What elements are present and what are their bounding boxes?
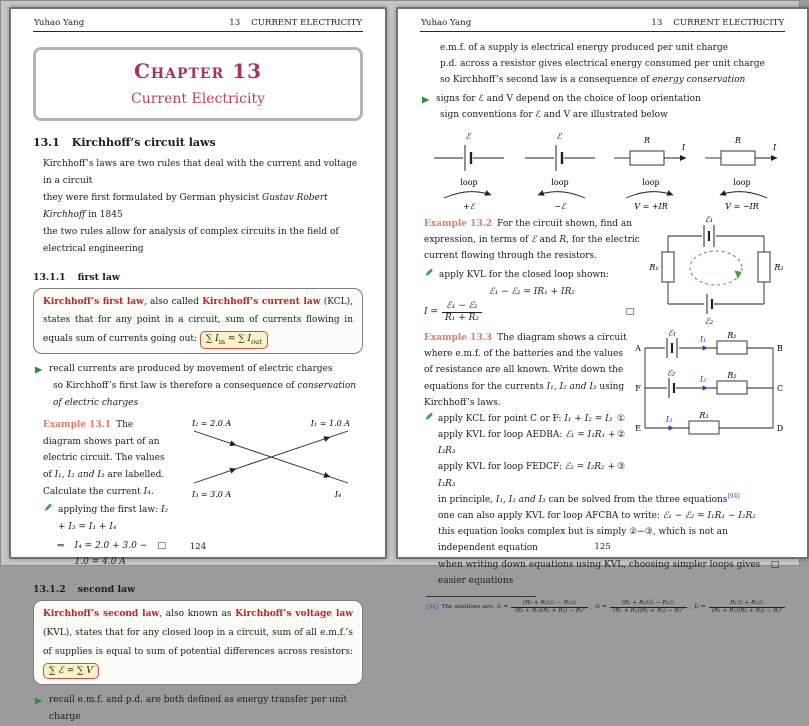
resistor-r1 <box>717 341 747 354</box>
example-text-column <box>424 330 627 492</box>
body-text: when writing down equations using KVL, choosing simpler loops gives easier equations <box>438 559 761 586</box>
subsection-number: 13.1.2 <box>33 583 66 595</box>
sign-caption: V = −IR <box>725 201 759 211</box>
person-name-italic: Gustav Robert Kirchhoff <box>43 193 328 221</box>
current-i1-label: I₁ <box>699 334 707 344</box>
subsection-heading <box>33 272 363 283</box>
math-inline: ℰ₁ = I₁R₁ + I₃R₃ <box>438 430 616 457</box>
bullet-text: signs for ℰ and V depend on the choice of loop orientation <box>436 93 701 104</box>
r1-label: R₁ <box>649 262 659 272</box>
loop-label: loop <box>551 177 569 187</box>
sign-caption: −ℰ <box>554 201 566 211</box>
node-e-label: E <box>635 423 642 433</box>
header-chapter-number: 13 <box>651 18 663 28</box>
node-f-label: F <box>635 383 641 393</box>
r3-label: R₃ <box>699 410 709 420</box>
footnote-rule <box>426 596 536 597</box>
example-text: are labelled. Calculate the current <box>43 470 165 497</box>
solution-line <box>43 502 172 535</box>
current-label-i3: I₃ = 3.0 A <box>192 490 232 500</box>
pencil-icon <box>424 267 434 277</box>
header-chapter-name: CURRENT ELECTRICITY <box>251 18 362 28</box>
resistor-label: R <box>735 135 742 145</box>
sign-diagram-emf-positive <box>428 128 510 210</box>
emf1-label: ℰ₁ <box>668 328 677 338</box>
loop-arrow-right <box>626 192 673 198</box>
page-number: 124 <box>189 542 207 552</box>
bullet-continuation <box>53 378 363 411</box>
header-chapter <box>229 18 362 28</box>
law-text: , also called <box>143 296 203 307</box>
paragraph-text: the two rules allow for analysis of complex circuits in the field of electrical engineering <box>43 227 339 255</box>
equation-number-3: ③ <box>617 462 626 473</box>
page-header <box>420 17 785 32</box>
r1-label: R₁ <box>727 330 737 340</box>
footnote <box>426 600 785 615</box>
example-text: using Kirchhoff’s laws. <box>424 381 625 408</box>
bullet-line <box>35 692 363 725</box>
sign-caption: +ℰ <box>463 201 475 211</box>
math-inline: ℰ₂ = I₂R₂ + I₃R₃ <box>438 462 616 489</box>
law-text: (KCL), states that for any point in a circuit, sum of currents flowing in equals sum of currents going out: <box>43 296 353 345</box>
current-label-i4: I₄ <box>334 490 342 500</box>
example-text: , for the electric current flowing through the resistors. <box>424 235 640 262</box>
example-13-3 <box>424 330 785 492</box>
chapter-number-title: Chapter 13 <box>133 59 263 83</box>
fraction-denominator: (R₁ + R₃)(R₂ + R₃) − R₃² <box>613 607 684 614</box>
body-text: e.m.f. of a supply is electrical energy produced per unit charge <box>440 43 729 53</box>
footnote-i1: I₁ = <box>497 604 509 611</box>
math-inline: ℰ <box>531 235 537 246</box>
fraction-numerator: ℰ₁ − ℰ₂ <box>442 301 482 313</box>
example-13-2 <box>424 216 785 326</box>
law-text: , also known as <box>159 608 236 619</box>
emphasis-italic: conservation of electric charges <box>53 380 357 408</box>
footnote-i2: I₂ = <box>595 604 608 611</box>
resistor-r1 <box>662 252 674 282</box>
law-box-kcl <box>33 288 363 355</box>
discussion-line <box>438 557 785 589</box>
emf2-label: ℰ₂ <box>705 316 714 326</box>
example-text: and <box>536 235 560 246</box>
r2-label: R₂ <box>774 262 784 272</box>
circuit-diagram-13-2 <box>648 216 785 326</box>
equation-line <box>424 301 640 324</box>
separator: , <box>689 604 692 611</box>
bullet-arrow-icon <box>35 366 43 374</box>
solution-text <box>58 502 172 535</box>
body-text: in principle, <box>438 494 496 505</box>
current-i3-arrow <box>669 425 675 430</box>
example-text: The diagram shows a circuit where e.m.f. of the batteries and the values of resistance are all known. Write down the equations for the currents <box>424 332 627 392</box>
fraction-denominator: R₁ + R₂ <box>444 312 479 323</box>
resistor-r2 <box>758 252 770 282</box>
math-inline: I₁, I₂ and I₃ <box>495 494 546 505</box>
example-body <box>424 216 640 265</box>
sign-convention-row <box>428 128 783 210</box>
current-i2-label: I₂ <box>699 374 707 384</box>
footnote-intro: The solutions are: <box>441 604 495 611</box>
math-inline: ℰ₁ − ℰ₂ = I₁R₁ − I₂R₂ <box>662 511 756 521</box>
header-chapter <box>651 18 784 28</box>
math-inline: R <box>559 235 567 246</box>
implies-symbol: ⇒ <box>57 540 65 551</box>
example-text: The diagram shows part of an electric circuit. The values of <box>43 420 165 481</box>
chapter-subtitle: Current Electricity <box>131 91 265 107</box>
node-a-label: A <box>635 343 642 353</box>
subsection-heading <box>33 584 363 595</box>
body-text: sign conventions for ℰ and V are illustrated below <box>440 109 668 120</box>
paragraph-text: in 1845 <box>85 210 123 221</box>
fraction-denominator: (R₁ + R₃)(R₂ + R₃) − R₃² <box>711 607 783 614</box>
equation-number-2: ② <box>617 430 626 441</box>
paragraph <box>43 156 363 190</box>
math-inline: I₄ <box>143 486 151 497</box>
equation-prefix: apply KVL for loop AEDBA: <box>438 430 566 441</box>
fraction <box>511 600 587 615</box>
page-left <box>9 7 387 723</box>
fraction-numerator: (R₂ + R₃)ℰ₁ − R₃ℰ₂ <box>511 600 587 608</box>
loop-arrow-left <box>538 192 585 198</box>
continuation-line <box>440 40 785 56</box>
loop-label: loop <box>460 177 478 187</box>
bullet-line <box>422 91 785 107</box>
bullet-text: recall currents are produced by movement of electric charges <box>49 364 333 375</box>
kvl-equation-line <box>438 459 627 491</box>
math-inline: I₁ + I₂ = I₃ <box>564 413 613 424</box>
current-label-i1: I₁ = 1.0 A <box>310 419 350 429</box>
emphasis-italic: energy conservation <box>652 75 746 86</box>
fraction <box>709 600 785 615</box>
resistor-r3 <box>689 421 719 434</box>
kvl-equation-line <box>438 427 627 459</box>
emf-label: ℰ <box>465 131 471 141</box>
footnote-i3: I₃ = <box>694 604 706 611</box>
bullet-text: recall e.m.f. and p.d. are both defined as energy transfer per unit charge <box>49 695 348 723</box>
bullet-continuation <box>440 107 785 123</box>
resistor-r2 <box>717 381 747 394</box>
emf1-label: ℰ₁ <box>705 214 714 224</box>
node-b-label: B <box>777 343 784 353</box>
continuation-line <box>440 72 785 88</box>
current-i3-label: I₃ <box>665 414 673 424</box>
bullet-arrow-icon <box>422 96 430 104</box>
section-heading <box>33 136 363 149</box>
page-header <box>33 17 363 32</box>
discussion-line <box>438 492 785 508</box>
formula-subscript: in <box>218 338 225 347</box>
qed-box: □ <box>157 540 166 551</box>
node-c-label: C <box>777 383 784 393</box>
example-body <box>43 417 172 500</box>
fraction-numerator: (R₂ + R₃)ℰ₂ − R₃ℰ₁ <box>610 600 686 608</box>
header-author: Yuhao Yang <box>34 18 85 28</box>
sign-caption: V = +IR <box>634 201 668 211</box>
kvl-loop-ellipse <box>690 251 742 285</box>
equation-text <box>438 427 617 459</box>
header-author: Yuhao Yang <box>421 18 472 28</box>
fraction <box>610 600 686 615</box>
equation-number-1: ① <box>617 413 626 424</box>
current-i1-arrow <box>703 345 709 350</box>
section-title: Kirchhoff’s circuit laws <box>71 136 216 149</box>
discussion-line <box>438 508 785 524</box>
pencil-icon <box>424 411 434 421</box>
equation-prefix: apply KVL for loop FEDCF: <box>438 462 565 473</box>
law-box-kvl <box>33 600 363 686</box>
r2-label: R₂ <box>727 370 737 380</box>
formula-subscript: out <box>251 338 262 347</box>
formula-chip-kvl: ∑ ℰ = ∑ V <box>43 663 99 679</box>
math-inline: I₁, I₂ and I₃ <box>54 470 105 481</box>
law-name: Kirchhoff’s voltage law <box>235 608 353 619</box>
body-text: p.d. across a resistor gives electrical energy consumed per unit charge <box>440 59 765 70</box>
bullet-line <box>35 361 363 378</box>
current-label: I <box>773 142 777 152</box>
math-inline: I₂ + I₃ = I₁ + I₄ <box>58 505 169 532</box>
sign-diagram-v-positive <box>610 128 692 210</box>
loop-label: loop <box>642 177 660 187</box>
equation-lhs: I = <box>424 307 438 318</box>
body-text: so Kirchhoff’s second law is a consequence of <box>440 75 653 86</box>
subsection-title: first law <box>77 271 120 283</box>
loop-label: loop <box>733 177 751 187</box>
junction-currents-diagram <box>178 417 363 499</box>
formula-text: = ∑ I <box>225 334 252 345</box>
paragraph <box>43 190 363 224</box>
paragraph-text: they were first formulated by German physicist <box>43 193 263 204</box>
qed-box: □ <box>770 559 780 570</box>
circuit-diagram-13-3 <box>633 330 785 444</box>
footnote-marker: [94] <box>426 603 439 611</box>
resistor-label: R <box>644 135 651 145</box>
subsection-title: second law <box>77 583 136 595</box>
bullet-arrow-icon <box>35 697 43 705</box>
emf2-label: ℰ₂ <box>667 368 676 378</box>
example-text: . <box>150 486 154 497</box>
example-body <box>424 330 627 411</box>
current-i2-arrow <box>703 385 709 390</box>
equation-text <box>438 459 617 491</box>
current-label: I <box>682 142 686 152</box>
example-label: Example 13.3 <box>424 332 493 343</box>
paragraph-text: Kirchhoff’s laws are two rules that deal with the current and voltage in a circuit <box>43 159 358 187</box>
continuation-line <box>440 56 785 72</box>
paragraph <box>43 224 363 258</box>
emf-label: ℰ <box>556 131 562 141</box>
node-d-label: D <box>776 423 784 433</box>
formula-chip-kcl <box>200 331 268 348</box>
example-label: Example 13.2 <box>424 218 493 229</box>
loop-arrow-left <box>720 192 767 198</box>
law-text: (KVL), states that for any closed loop in a circuit, sum of all e.m.f.’s of supplies is equal to sum of potential differences across resistors: <box>43 627 353 657</box>
example-label: Example 13.1 <box>43 420 112 431</box>
chapter-title-box <box>33 47 363 121</box>
body-text: can be solved from the three equations <box>545 494 728 505</box>
page-right <box>396 7 809 614</box>
body-text: one can also apply KVL for loop AFCBA to write: <box>438 511 663 521</box>
body-text: this equation looks complex but is simply ②−③, which is not an independent equation <box>438 527 728 554</box>
solution-prefix: applying the first law: <box>58 505 161 516</box>
equation-prefix: apply KCL for point C or F: <box>438 413 565 424</box>
sign-diagram-v-negative <box>701 128 783 210</box>
law-name: Kirchhoff’s second law <box>43 608 160 619</box>
current-label-i2: I₂ = 2.0 A <box>192 419 232 429</box>
equation-text <box>438 411 612 427</box>
resistor-box <box>630 151 664 165</box>
subsection-number: 13.1.1 <box>33 271 66 283</box>
bullet-text: so Kirchhoff’s first law is therefore a consequence of <box>53 380 298 391</box>
formula-text: ∑ I <box>205 334 219 345</box>
law-name: Kirchhoff’s current law <box>202 296 321 307</box>
law-name: Kirchhoff’s first law <box>43 296 144 307</box>
example-text: For the circuit shown, find an expression, in terms of <box>424 218 633 246</box>
header-chapter-name: CURRENT ELECTRICITY <box>673 18 785 28</box>
loop-arrow-right <box>444 192 491 198</box>
page-number: 125 <box>594 542 611 552</box>
math-inline: I₁, I₂ and I₃ <box>546 381 597 392</box>
separator: , <box>590 604 593 611</box>
sign-diagram-emf-negative <box>519 128 601 210</box>
fraction <box>442 301 482 324</box>
fraction-denominator: (R₁ + R₃)(R₂ + R₃) − R₃² <box>514 607 585 614</box>
example-text-column <box>424 216 640 325</box>
resistor-box <box>721 151 755 165</box>
kcl-equation-line <box>424 411 627 427</box>
solution-line <box>424 267 640 283</box>
fraction-numerator: R₁ℰ₂ + R₂ℰ₁ <box>709 600 785 608</box>
equation-line: ℰ₁ − ℰ₂ = IR₁ + IR₂ <box>489 286 575 297</box>
section-number: 13.1 <box>33 136 60 149</box>
header-chapter-number: 13 <box>229 18 241 28</box>
footnote-reference: [94] <box>727 492 740 500</box>
pencil-icon <box>43 502 53 512</box>
qed-box: □ <box>625 307 635 318</box>
solution-text: apply KVL for the closed loop shown: <box>439 269 609 280</box>
math-inline: I₄ = 2.0 + 3.0 − 1.0 = 4.0 A <box>74 540 148 568</box>
